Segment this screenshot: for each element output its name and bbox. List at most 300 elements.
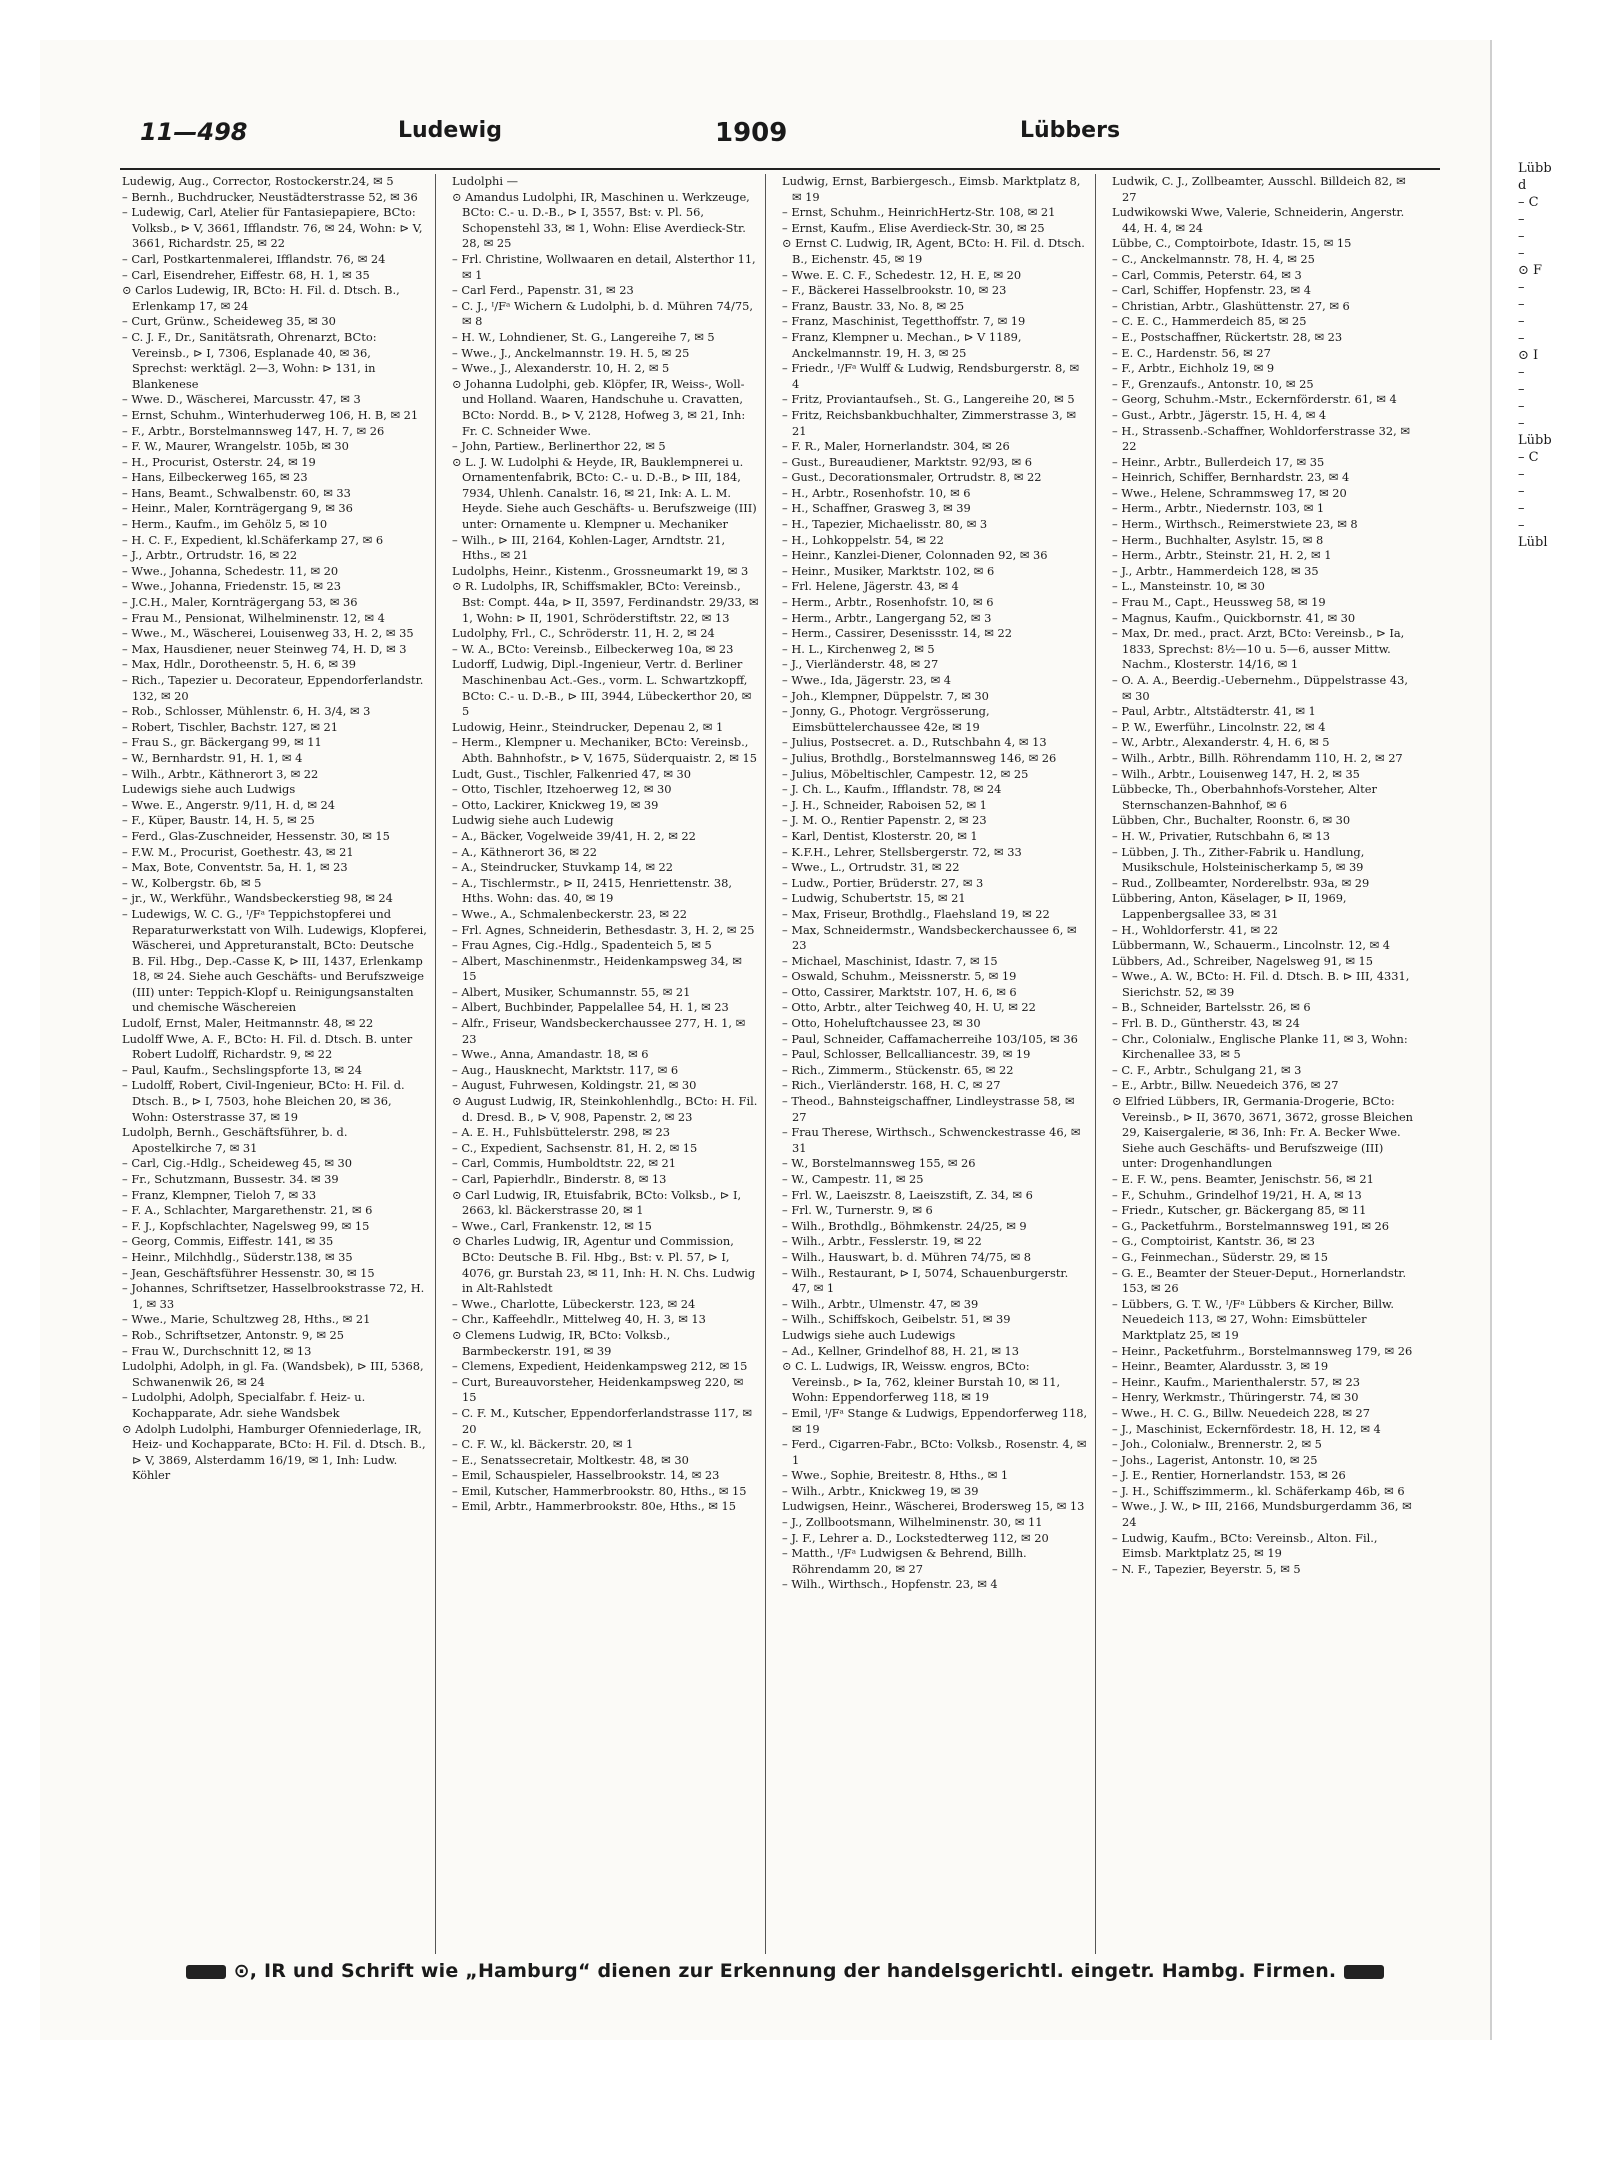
directory-entry: – W., Borstelmannsweg 155, ✉ 26 xyxy=(782,1156,976,1171)
directory-entry: – Carl, Eisendreher, Eiffestr. 68, H. 1, ✉ 35 xyxy=(122,267,370,282)
directory-entry: – Joh., Klempner, Düppelstr. 7, ✉ 30 xyxy=(782,688,989,703)
directory-entry: Ludolphy, Frl., C., Schröderstr. 11, H. 2, ✉ 24 xyxy=(452,626,715,641)
directory-entry: – F., Schuhm., Grindelhof 19/21, H. A, ✉ 13 xyxy=(1112,1187,1362,1202)
directory-entry: – Carl, Postkartenmalerei, Ifflandstr. 76, ✉ 24 xyxy=(122,251,386,266)
adjacent-page-fragment: – xyxy=(1518,416,1525,431)
adjacent-page-fragment: – xyxy=(1518,399,1525,414)
directory-entry: – Max, Dr. med., pract. Arzt, BCto: Vereinsb., ⊳ Ia, 1833, Sprechst: 8½—10 u. 5—6, ausser Mittw. Nachm., Klosterstr. 14/16, ✉ 1 xyxy=(1112,626,1405,672)
directory-entry: – Friedr., Kutscher, gr. Bäckergang 85, ✉ 11 xyxy=(1112,1203,1367,1218)
directory-entry: – Emil, ᴵ/Fᵃ Stange & Ludwigs, Eppendorferweg 118, ✉ 19 xyxy=(782,1405,1088,1436)
directory-entry: Ludwigsen, Heinr., Wäscherei, Brodersweg 15, ✉ 13 xyxy=(782,1499,1085,1514)
directory-entry: – Wwe., J. W., ⊳ III, 2166, Mundsburgerdamm 36, ✉ 24 xyxy=(1112,1499,1412,1530)
directory-entry: – Albert, Maschinenmstr., Heidenkampsweg 34, ✉ 15 xyxy=(452,953,742,984)
directory-entry: – Christian, Arbtr., Glashüttenstr. 27, ✉ 6 xyxy=(1112,298,1350,313)
directory-entry: – Albert, Musiker, Schumannstr. 55, ✉ 21 xyxy=(452,984,691,999)
directory-entry: – H. W., Privatier, Rutschbahn 6, ✉ 13 xyxy=(1112,828,1331,843)
directory-entry: – A., Käthnerort 36, ✉ 22 xyxy=(452,844,598,859)
directory-column-3 xyxy=(778,174,1096,1954)
directory-entry: – Georg, Commis, Eiffestr. 141, ✉ 35 xyxy=(122,1234,334,1249)
first-entry-heading: Ludewig xyxy=(398,118,502,143)
directory-entry: – Herm., Buchhalter, Asylstr. 15, ✉ 8 xyxy=(1112,532,1324,547)
directory-entry: – F., Arbtr., Borstelmannsweg 147, H. 7, ✉ 26 xyxy=(122,423,385,438)
directory-entry: – Wwe., Johanna, Schedestr. 11, ✉ 20 xyxy=(122,563,339,578)
directory-entry: – J. H., Schneider, Raboisen 52, ✉ 1 xyxy=(782,797,987,812)
adjacent-page-fragment: – xyxy=(1518,331,1525,346)
directory-entry: – C. J. F., Dr., Sanitätsrath, Ohrenarzt, BCto: Vereinsb., ⊳ I, 7306, Esplanade 40, ✉ 36, Sprechst: werktägl. 2—3, Wohn: ⊳ 131, in Blankenese xyxy=(122,329,377,391)
directory-entry: – Heinr., Kaufm., Marienthalerstr. 57, ✉ 23 xyxy=(1112,1374,1360,1389)
directory-column-4 xyxy=(1108,174,1426,1954)
directory-entry: – Ludw., Portier, Brüderstr. 27, ✉ 3 xyxy=(782,875,984,890)
directory-entry: – Frau Therese, Wirthsch., Schwenckestrasse 46, ✉ 31 xyxy=(782,1125,1081,1155)
adjacent-page-fragment: ⊙ F xyxy=(1518,263,1543,278)
directory-entry: – Wilh., Arbtr., Knickweg 19, ✉ 39 xyxy=(782,1483,979,1498)
directory-entry: – Otto, Lackirer, Knickweg 19, ✉ 39 xyxy=(452,797,659,812)
adjacent-page-fragment: – xyxy=(1518,467,1525,482)
directory-entry: ⊙ C. L. Ludwigs, IR, Weissw. engros, BCto: Vereinsb., ⊳ Ia, 762, kleiner Burstah 10, ✉ 11, Wohn: Eppendorferweg 118, ✉ 19 xyxy=(782,1359,1061,1405)
directory-entry: ⊙ Carlos Ludewig, IR, BCto: H. Fil. d. Dtsch. B., Erlenkamp 17, ✉ 24 xyxy=(122,283,400,313)
directory-columns xyxy=(118,174,1440,1954)
directory-entry: – Frau S., gr. Bäckergang 99, ✉ 11 xyxy=(122,735,322,750)
directory-entry: ⊙ Charles Ludwig, IR, Agentur und Commission, BCto: Deutsche B. Fil. Hbg., Bst: v. Pl. 57, ⊳ I, 4076, gr. Burstah 23, ✉ 11, Inh: H. N. Chs. Ludwig in Alt-Rahlstedt xyxy=(452,1234,756,1296)
directory-entry: – Rob., Schlosser, Mühlenstr. 6, H. 3/4, ✉ 3 xyxy=(122,704,371,719)
directory-entry: – Max, Schneidermstr., Wandsbeckerchaussee 6, ✉ 23 xyxy=(782,922,1077,953)
directory-entry: – Herm., Kaufm., im Gehölz 5, ✉ 10 xyxy=(122,517,328,532)
directory-entry: – Carl Ferd., Papenstr. 31, ✉ 23 xyxy=(452,283,634,298)
header-rule xyxy=(120,168,1440,170)
directory-entry: – Max, Friseur, Brothdlg., Flaehsland 19, ✉ 22 xyxy=(782,906,1050,921)
directory-entry: – Chr., Kaffeehdlr., Mittelweg 40, H. 3, ✉ 13 xyxy=(452,1312,706,1327)
directory-entry: – Frau M., Capt., Heussweg 58, ✉ 19 xyxy=(1112,595,1326,610)
directory-entry: Ludolphi, Adolph, in gl. Fa. (Wandsbek), ⊳ III, 5368, Schwanenwik 26, ✉ 24 xyxy=(122,1359,424,1389)
directory-column-2 xyxy=(448,174,766,1954)
directory-entry: – A. E. H., Fuhlsbüttelerstr. 298, ✉ 23 xyxy=(452,1125,671,1140)
directory-entry: – Frl. Helene, Jägerstr. 43, ✉ 4 xyxy=(782,579,959,594)
directory-entry: Ludewigs siehe auch Ludwigs xyxy=(122,782,296,797)
directory-entry: – E., Postschaffner, Rückertstr. 28, ✉ 23 xyxy=(1112,329,1343,344)
directory-column-1 xyxy=(118,174,436,1954)
directory-entry: – Wwe., H. C. G., Billw. Neuedeich 228, ✉ 27 xyxy=(1112,1405,1371,1420)
directory-entry: – E., Arbtr., Billw. Neuedeich 376, ✉ 27 xyxy=(1112,1078,1339,1093)
directory-entry: – Otto, Hoheluftchaussee 23, ✉ 30 xyxy=(782,1016,981,1031)
directory-entry: – H., Procurist, Osterstr. 24, ✉ 19 xyxy=(122,454,316,469)
directory-entry: – W., Campestr. 11, ✉ 25 xyxy=(782,1172,924,1186)
directory-entry: – A., Tischlermstr., ⊳ II, 2415, Henriettenstr. 38, Hths. Wohn: das. 40, ✉ 19 xyxy=(452,875,732,906)
directory-entry: Lübbers, Ad., Schreiber, Nagelsweg 91, ✉ 15 xyxy=(1112,953,1374,968)
adjacent-page-fragment: – xyxy=(1518,212,1525,227)
directory-entry: – C. F. W., kl. Bäckerstr. 20, ✉ 1 xyxy=(452,1437,634,1452)
directory-entry: ⊙ Amandus Ludolphi, IR, Maschinen u. Werkzeuge, BCto: C.- u. D.-B., ⊳ I, 3557, Bst: v. Pl. 56, Schopenstehl 33, ✉ 1, Wohn: Elise Averdieck-Str. 28, ✉ 25 xyxy=(452,189,750,251)
directory-entry: – Rich., Tapezier u. Decorateur, Eppendorferlandstr. 132, ✉ 20 xyxy=(122,673,424,703)
directory-entry: – N. F., Tapezier, Beyerstr. 5, ✉ 5 xyxy=(1112,1561,1301,1576)
directory-entry: – H. C. F., Expedient, kl.Schäferkamp 27, ✉ 6 xyxy=(122,532,384,547)
directory-entry: – Herm., Wirthsch., Reimerstwiete 23, ✉ 8 xyxy=(1112,517,1358,532)
directory-entry: – Frl. W., Laeiszstr. 8, Laeiszstift, Z. 34, ✉ 6 xyxy=(782,1187,1033,1202)
directory-entry: ⊙ August Ludwig, IR, Steinkohlenhdlg., BCto: H. Fil. d. Dresd. B., ⊳ V, 908, Papenstr. 2, ✉ 23 xyxy=(452,1094,758,1124)
directory-entry: – C., Anckelmannstr. 78, H. 4, ✉ 25 xyxy=(1112,251,1315,266)
directory-entry: – F. R., Maler, Hornerlandstr. 304, ✉ 26 xyxy=(782,439,1010,454)
page-number: 11—498 xyxy=(140,118,248,146)
directory-entry: – Frau Agnes, Cig.-Hdlg., Spadenteich 5, ✉ 5 xyxy=(452,938,712,953)
directory-entry: – Wilh., Arbtr., Billh. Röhrendamm 110, H. 2, ✉ 27 xyxy=(1112,750,1403,765)
directory-entry: – Friedr., ᴵ/Fᵃ Wulff & Ludwig, Rendsburgerstr. 8, ✉ 4 xyxy=(782,361,1080,391)
directory-entry: – Herm., Klempner u. Mechaniker, BCto: Vereinsb., Abth. Bahnhofstr., ⊳ V, 1675, Süderquaistr. 2, ✉ 15 xyxy=(452,735,757,765)
directory-entry: Ludolphi — xyxy=(452,174,518,188)
directory-entry: – Ernst, Schuhm., Winterhuderweg 106, H. B, ✉ 21 xyxy=(122,407,419,422)
adjacent-page-fragment: Lübb xyxy=(1518,161,1552,176)
adjacent-page-fragment: – xyxy=(1518,382,1525,397)
directory-entry: – F., Grenzaufs., Antonstr. 10, ✉ 25 xyxy=(1112,376,1314,391)
directory-entry: – G., Comptoirist, Kantstr. 36, ✉ 23 xyxy=(1112,1234,1315,1249)
directory-entry: – Heinr., Maler, Kornträgergang 9, ✉ 36 xyxy=(122,501,353,516)
directory-entry: – Rud., Zollbeamter, Norderelbstr. 93a, ✉ 29 xyxy=(1112,875,1370,890)
directory-entry: – Herm., Arbtr., Niedernstr. 103, ✉ 1 xyxy=(1112,501,1325,516)
directory-entry: – Franz, Klempner u. Mechan., ⊳ V 1189, Anckelmannstr. 19, H. 3, ✉ 25 xyxy=(782,329,1022,360)
directory-entry: – H., Strassenb.-Schaffner, Wohldorferstrasse 32, ✉ 22 xyxy=(1112,423,1410,454)
directory-entry: – Heinr., Milchhdlg., Süderstr.138, ✉ 35 xyxy=(122,1249,353,1264)
directory-entry: – Jonny, G., Photogr. Vergrösserung, Eimsbüttelerchaussee 42e, ✉ 19 xyxy=(782,704,990,734)
directory-entry: – Ernst, Kaufm., Elise Averdieck-Str. 30, ✉ 25 xyxy=(782,220,1045,235)
adjacent-page-fragment: ⊙ I xyxy=(1518,348,1539,363)
directory-entry: – Wwe., J., Alexanderstr. 10, H. 2, ✉ 5 xyxy=(452,361,670,376)
directory-entry: – F. J., Kopfschlachter, Nagelsweg 99, ✉ 15 xyxy=(122,1218,370,1233)
directory-entry: – Wilh., ⊳ III, 2164, Kohlen-Lager, Arndtstr. 21, Hths., ✉ 21 xyxy=(452,532,726,563)
directory-entry: – Gust., Bureaudiener, Marktstr. 92/93, ✉ 6 xyxy=(782,454,1032,469)
directory-entry: Lübbe, C., Comptoirbote, Idastr. 15, ✉ 15 xyxy=(1112,236,1352,251)
directory-entry: Ludorff, Ludwig, Dipl.-Ingenieur, Vertr. d. Berliner Maschinenbau Act.-Ges., vorm. L. Schwartzkopff, BCto: C.- u. D.-B., ⊳ III, 3944, Lübeckerthor 20, ✉ 5 xyxy=(452,657,752,719)
adjacent-page-fragment: – xyxy=(1518,314,1525,329)
adjacent-page-fragment: – C xyxy=(1518,195,1539,210)
directory-entry: – E. F. W., pens. Beamter, Jenischstr. 56, ✉ 21 xyxy=(1112,1172,1374,1186)
directory-entry: – H. L., Kirchenweg 2, ✉ 5 xyxy=(782,641,935,656)
directory-entry: – Albert, Buchbinder, Pappelallee 54, H. 1, ✉ 23 xyxy=(452,1000,729,1015)
directory-entry: – G., Packetfuhrm., Borstelmannsweg 191, ✉ 26 xyxy=(1112,1218,1390,1233)
directory-entry: – H., Arbtr., Rosenhofstr. 10, ✉ 6 xyxy=(782,485,971,500)
directory-entry: – J., Arbtr., Ortrudstr. 16, ✉ 22 xyxy=(122,548,298,563)
directory-entry: – Herm., Arbtr., Rosenhofstr. 10, ✉ 6 xyxy=(782,595,994,610)
directory-entry: – Julius, Möbeltischler, Campestr. 12, ✉ 25 xyxy=(782,766,1029,781)
directory-entry: – Otto, Tischler, Itzehoerweg 12, ✉ 30 xyxy=(452,782,672,797)
directory-entry: – Max, Hdlr., Dorotheenstr. 5, H. 6, ✉ 39 xyxy=(122,657,357,672)
page-header xyxy=(140,118,1432,158)
directory-entry: – Max, Bote, Conventstr. 5a, H. 1, ✉ 23 xyxy=(122,860,348,875)
directory-entry: Ludolphs, Heinr., Kistenm., Grossneumarkt 19, ✉ 3 xyxy=(452,563,749,578)
directory-entry: Ludolff Wwe, A. F., BCto: H. Fil. d. Dtsch. B. unter Robert Ludolff, Richardstr. 9, ✉ 22 xyxy=(122,1031,413,1062)
directory-entry: – Frl. Christine, Wollwaaren en detail, Alsterthor 11, ✉ 1 xyxy=(452,251,756,282)
pointing-hand-right-icon xyxy=(1344,1965,1384,1979)
directory-entry: – Wwe. E., Angerstr. 9/11, H. d, ✉ 24 xyxy=(122,797,336,812)
directory-entry: – Heinr., Arbtr., Bullerdeich 17, ✉ 35 xyxy=(1112,454,1325,469)
directory-entry: – J., Vierländerstr. 48, ✉ 27 xyxy=(782,657,939,672)
adjacent-page-fragment: – C xyxy=(1518,450,1539,465)
directory-entry: – Lübben, J. Th., Zither-Fabrik u. Handlung, Musikschule, Holsteinischerkamp 5, ✉ 39 xyxy=(1112,844,1365,875)
directory-entry: – Wwe., A. W., BCto: H. Fil. d. Dtsch. B. ⊳ III, 4331, Sierichstr. 52, ✉ 39 xyxy=(1112,969,1410,999)
directory-entry: – Herm., Arbtr., Langergang 52, ✉ 3 xyxy=(782,610,992,625)
adjacent-page-fragment: – xyxy=(1518,297,1525,312)
directory-entry: – Ludwig, Kaufm., BCto: Vereinsb., Alton. Fil., Eimsb. Marktplatz 25, ✉ 19 xyxy=(1112,1530,1378,1561)
directory-entry: – J. F., Lehrer a. D., Lockstedterweg 112, ✉ 20 xyxy=(782,1530,1049,1545)
directory-entry: – H., Wohldorferstr. 41, ✉ 22 xyxy=(1112,922,1279,937)
directory-entry: – Ernst, Schuhm., HeinrichHertz-Str. 108, ✉ 21 xyxy=(782,205,1056,220)
directory-entry: – Wwe., Carl, Frankenstr. 12, ✉ 15 xyxy=(452,1218,652,1233)
directory-entry: – Georg, Schuhm.-Mstr., Eckernförderstr. 61, ✉ 4 xyxy=(1112,392,1397,407)
directory-entry: ⊙ Ernst C. Ludwig, IR, Agent, BCto: H. Fil. d. Dtsch. B., Eichenstr. 45, ✉ 19 xyxy=(782,236,1085,266)
directory-entry: – Alfr., Friseur, Wandsbeckerchaussee 277, H. 1, ✉ 23 xyxy=(452,1016,746,1046)
directory-entry: – Herm., Arbtr., Steinstr. 21, H. 2, ✉ 1 xyxy=(1112,548,1332,563)
directory-entry: – W., Kolbergstr. 6b, ✉ 5 xyxy=(122,875,262,890)
directory-entry: – G., Feinmechan., Süderstr. 29, ✉ 15 xyxy=(1112,1249,1328,1264)
directory-entry: – Wwe., Helene, Schrammsweg 17, ✉ 20 xyxy=(1112,485,1347,500)
directory-entry: – J.C.H., Maler, Kornträgergang 53, ✉ 36 xyxy=(122,595,358,610)
directory-entry: – Fr., Schutzmann, Bussestr. 34. ✉ 39 xyxy=(122,1172,339,1186)
directory-entry: – A., Steindrucker, Stuvkamp 14, ✉ 22 xyxy=(452,860,673,875)
adjacent-page-fragment: – xyxy=(1518,229,1525,244)
directory-entry: – Theod., Bahnsteigschaffner, Lindleystrasse 58, ✉ 27 xyxy=(782,1094,1075,1124)
directory-entry: – Wwe., A., Schmalenbeckerstr. 23, ✉ 22 xyxy=(452,906,688,921)
directory-entry: – F.W. M., Procurist, Goethestr. 43, ✉ 21 xyxy=(122,844,354,859)
directory-entry: – Michael, Maschinist, Idastr. 7, ✉ 15 xyxy=(782,953,998,968)
directory-entry: – Carl, Cig.-Hdlg., Scheideweg 45, ✉ 30 xyxy=(122,1156,353,1171)
adjacent-page-fragment: – xyxy=(1518,365,1525,380)
directory-entry: – Rich., Vierländerstr. 168, H. C, ✉ 27 xyxy=(782,1078,1001,1093)
directory-entry: Ludwigs siehe auch Ludewigs xyxy=(782,1327,956,1342)
directory-entry: – Gust., Decorationsmaler, Ortrudstr. 8, ✉ 22 xyxy=(782,470,1042,485)
directory-entry: – Gust., Arbtr., Jägerstr. 15, H. 4, ✉ 4 xyxy=(1112,407,1327,422)
directory-entry: – Wwe., Sophie, Breitestr. 8, Hths., ✉ 1 xyxy=(782,1468,1009,1483)
directory-entry: – F., Bäckerei Hasselbrookstr. 10, ✉ 23 xyxy=(782,283,1007,298)
directory-entry: – Wilh., Brothdlg., Böhmkenstr. 24/25, ✉ 9 xyxy=(782,1218,1027,1233)
directory-entry: – Clemens, Expedient, Heidenkampsweg 212, ✉ 15 xyxy=(452,1359,748,1374)
directory-entry: – O. A. A., Beerdig.-Uebernehm., Düppelstrasse 43, ✉ 30 xyxy=(1112,673,1408,703)
directory-entry: ⊙ Elfried Lübbers, IR, Germania-Drogerie, BCto: Vereinsb., ⊳ II, 3670, 3671, 3672, grosse Bleichen 29, Kaisergalerie, ✉ 36, Inh: Fr. A. Becker Wwe. Siehe auch Geschäfts- und Berufszweige (III) unter: Drogenhandlungen xyxy=(1112,1094,1414,1171)
directory-entry: – F., Küper, Baustr. 14, H. 5, ✉ 25 xyxy=(122,813,315,828)
directory-entry: – Wilh., Arbtr., Ulmenstr. 47, ✉ 39 xyxy=(782,1296,979,1311)
directory-entry: – J., Zollbootsmann, Wilhelminenstr. 30, ✉ 11 xyxy=(782,1515,1043,1530)
adjacent-page-fragment: – xyxy=(1518,246,1525,261)
directory-entry: – Wilh., Arbtr., Fesslerstr. 19, ✉ 22 xyxy=(782,1234,982,1249)
directory-entry: – Fritz, Reichsbankbuchhalter, Zimmerstrasse 3, ✉ 21 xyxy=(782,407,1076,438)
directory-entry: – H., Tapezier, Michaelisstr. 80, ✉ 3 xyxy=(782,517,988,532)
directory-entry: – Max, Hausdiener, neuer Steinweg 74, H. D, ✉ 3 xyxy=(122,641,407,656)
directory-entry: – Chr., Colonialw., Englische Planke 11, ✉ 3, Wohn: Kirchenallee 33, ✉ 5 xyxy=(1112,1031,1408,1062)
directory-entry: Ludt, Gust., Tischler, Falkenried 47, ✉ 30 xyxy=(452,766,692,781)
directory-entry: – August, Fuhrwesen, Koldingstr. 21, ✉ 30 xyxy=(452,1078,697,1093)
directory-entry: – C. F., Arbtr., Schulgang 21, ✉ 3 xyxy=(1112,1062,1302,1077)
directory-entry: – Matth., ᴵ/Fᵃ Ludwigsen & Behrend, Billh. Röhrendamm 20, ✉ 27 xyxy=(782,1546,1027,1576)
directory-entry: – H., Lohkoppelstr. 54, ✉ 22 xyxy=(782,532,944,547)
directory-entry: – Magnus, Kaufm., Quickbornstr. 41, ✉ 30 xyxy=(1112,610,1356,625)
directory-entry: – H. W., Lohndiener, St. G., Langereihe 7, ✉ 5 xyxy=(452,329,715,344)
directory-entry: – J. E., Rentier, Hornerlandstr. 153, ✉ 26 xyxy=(1112,1468,1346,1483)
directory-entry: – Ludewig, Carl, Atelier für Fantasiepapiere, BCto: Volksb., ⊳ V, 3661, Ifflandstr. 76, ✉ 24, Wohn: ⊳ V, 3661, Richardstr. 25, ✉ 22 xyxy=(122,205,423,251)
adjacent-page-strip xyxy=(1518,160,1600,1720)
adjacent-page-fragment: d xyxy=(1518,178,1527,193)
directory-entry: Lübbermann, W., Schauerm., Lincolnstr. 12, ✉ 4 xyxy=(1112,938,1391,953)
directory-entry: ⊙ L. J. W. Ludolphi & Heyde, IR, Bauklempnerei u. Ornamentenfabrik, BCto: C.- u. D.-B., ⊳ III, 184, 7934, Uhlenh. Canalstr. 16, ✉ 21, Ink: A. L. M. Heyde. Siehe auch Geschäfts- u. Berufszweige (III) unter: Ornamente u. Klempner u. Mechaniker xyxy=(452,454,757,532)
directory-entry: – C. J., ᴵ/Fᵃ Wichern & Ludolphi, b. d. Mühren 74/75, ✉ 8 xyxy=(452,298,753,329)
directory-entry: – Curt, Bureauvorsteher, Heidenkampsweg 220, ✉ 15 xyxy=(452,1374,744,1405)
directory-entry: – Robert, Tischler, Bachstr. 127, ✉ 21 xyxy=(122,719,339,734)
directory-entry: – Fritz, Proviantaufseh., St. G., Langereihe 20, ✉ 5 xyxy=(782,392,1075,407)
directory-entry: – John, Partiew., Berlinerthor 22, ✉ 5 xyxy=(452,439,666,454)
directory-entry: – Aug., Hausknecht, Marktstr. 117, ✉ 6 xyxy=(452,1062,679,1077)
directory-entry: – Wwe., Johanna, Friedenstr. 15, ✉ 23 xyxy=(122,579,341,594)
directory-entry: – J. M. O., Rentier Papenstr. 2, ✉ 23 xyxy=(782,813,987,828)
adjacent-page-fragment: – xyxy=(1518,501,1525,516)
adjacent-page-fragment: – xyxy=(1518,484,1525,499)
directory-entry: Ludowig, Heinr., Steindrucker, Depenau 2, ✉ 1 xyxy=(452,719,724,734)
directory-entry: – Oswald, Schuhm., Meissnerstr. 5, ✉ 19 xyxy=(782,969,1017,984)
directory-entry: – B., Schneider, Bartelsstr. 26, ✉ 6 xyxy=(1112,1000,1311,1015)
directory-entry: – Paul, Arbtr., Altstädterstr. 41, ✉ 1 xyxy=(1112,704,1316,719)
directory-entry: – P. W., Ewerführ., Lincolnstr. 22, ✉ 4 xyxy=(1112,719,1326,734)
directory-entry: – C., Expedient, Sachsenstr. 81, H. 2, ✉ 15 xyxy=(452,1140,698,1155)
directory-entry: Lübben, Chr., Buchalter, Roonstr. 6, ✉ 30 xyxy=(1112,813,1351,828)
directory-entry: – Ludwig, Schubertstr. 15, ✉ 21 xyxy=(782,891,966,906)
directory-entry: – Emil, Schauspieler, Hasselbrookstr. 14, ✉ 23 xyxy=(452,1468,720,1483)
directory-entry: – Wilh., Wirthsch., Hopfenstr. 23, ✉ 4 xyxy=(782,1577,998,1592)
directory-entry: – Carl, Papierhdlr., Binderstr. 8, ✉ 13 xyxy=(452,1172,667,1186)
directory-entry: – Rob., Schriftsetzer, Antonstr. 9, ✉ 25 xyxy=(122,1327,344,1342)
directory-entry: – J. H., Schiffszimmerm., kl. Schäferkamp 46b, ✉ 6 xyxy=(1112,1483,1405,1498)
directory-entry: – L., Mansteinstr. 10, ✉ 30 xyxy=(1112,579,1265,594)
directory-entry: – Curt, Grünw., Scheideweg 35, ✉ 30 xyxy=(122,314,336,329)
directory-entry: – Johannes, Schriftsetzer, Hasselbrookstrasse 72, H. 1, ✉ 33 xyxy=(122,1281,425,1311)
directory-entry: – A., Bäcker, Vogelweide 39/41, H. 2, ✉ 22 xyxy=(452,828,696,843)
directory-entry: – Wwe., Anna, Amandastr. 18, ✉ 6 xyxy=(452,1047,649,1062)
directory-entry: – Emil, Kutscher, Hammerbrookstr. 80, Hths., ✉ 15 xyxy=(452,1483,747,1498)
directory-entry: – Wilh., Hauswart, b. d. Mühren 74/75, ✉ 8 xyxy=(782,1249,1032,1264)
directory-entry: – Wwe., Ida, Jägerstr. 23, ✉ 4 xyxy=(782,673,952,687)
directory-entry: – Franz, Klempner, Tieloh 7, ✉ 33 xyxy=(122,1187,317,1202)
directory-entry: – Joh., Colonialw., Brennerstr. 2, ✉ 5 xyxy=(1112,1437,1322,1452)
directory-entry: – Lübbers, G. T. W., ᴵ/Fᵃ Lübbers & Kircher, Billw. Neuedeich 113, ✉ 27, Wohn: Eimsbütteler Marktplatz 25, ✉ 19 xyxy=(1112,1296,1395,1342)
directory-entry: Ludwig, Ernst, Barbiergesch., Eimsb. Marktplatz 8, ✉ 19 xyxy=(782,174,1081,204)
directory-entry: Lübbecke, Th., Oberbahnhofs-Vorsteher, Alter Sternschanzen-Bahnhof, ✉ 6 xyxy=(1112,782,1377,812)
directory-entry: ⊙ Adolph Ludolphi, Hamburger Ofenniederlage, IR, Heiz- und Kochapparate, BCto: H. Fil. d. Dtsch. B., ⊳ V, 3869, Alsterdamm 16/19, ✉ 1, Inh: Ludw. Köhler xyxy=(122,1421,426,1483)
directory-entry: – Carl, Commis, Peterstr. 64, ✉ 3 xyxy=(1112,267,1302,282)
directory-entry: – Henry, Werkmstr., Thüringerstr. 74, ✉ 30 xyxy=(1112,1390,1359,1405)
directory-entry: Ludolf, Ernst, Maler, Heitmannstr. 48, ✉ 22 xyxy=(122,1016,374,1031)
directory-entry: – F. W., Maurer, Wrangelstr. 105b, ✉ 30 xyxy=(122,439,349,454)
directory-entry: – Heinr., Kanzlei-Diener, Colonnaden 92, ✉ 36 xyxy=(782,548,1048,563)
directory-entry: – Heinr., Musiker, Marktstr. 102, ✉ 6 xyxy=(782,563,995,578)
directory-entry: – Herm., Cassirer, Desenissstr. 14, ✉ 22 xyxy=(782,626,1012,641)
directory-entry: – W., Arbtr., Alexanderstr. 4, H. 6, ✉ 5 xyxy=(1112,735,1330,750)
directory-entry: – H., Schaffner, Grasweg 3, ✉ 39 xyxy=(782,501,971,516)
directory-entry: Ludewig, Aug., Corrector, Rostockerstr.24, ✉ 5 xyxy=(122,174,394,188)
directory-entry: – E., Senatssecretair, Moltkestr. 48, ✉ 30 xyxy=(452,1452,689,1467)
directory-entry: – Wwe., L., Ortrudstr. 31, ✉ 22 xyxy=(782,860,960,875)
directory-entry: – Johs., Lagerist, Antonstr. 10, ✉ 25 xyxy=(1112,1452,1318,1467)
directory-entry: – Emil, Arbtr., Hammerbrookstr. 80e, Hths., ✉ 15 xyxy=(452,1499,736,1514)
directory-entry: – W. A., BCto: Vereinsb., Eilbeckerweg 10a, ✉ 23 xyxy=(452,641,734,656)
directory-entry: – Wwe. D., Wäscherei, Marcusstr. 47, ✉ 3 xyxy=(122,392,361,407)
directory-entry: – Paul, Schlosser, Bellcalliancestr. 39, ✉ 19 xyxy=(782,1047,1031,1062)
adjacent-page-fragment: – xyxy=(1518,280,1525,295)
directory-entry: Ludwikowski Wwe, Valerie, Schneiderin, Angerstr. 44, H. 4, ✉ 24 xyxy=(1112,205,1405,235)
directory-entry: Ludwik, C. J., Zollbeamter, Ausschl. Billdeich 82, ✉ 27 xyxy=(1112,174,1406,204)
directory-entry: – Ludewigs, W. C. G., ᴵ/Fᵃ Teppichstopferei und Reparaturwerkstatt von Wilh. Ludewigs, Klopferei, Wäscherei, und Appreturanstalt, BCto: Deutsche B. Fil. Hbg., Dep.-Casse K, ⊳ III, 1437, Erlenkamp 18, ✉ 24. Siehe auch Geschäfts- und Berufszweige (III) unter: Teppich-Klopf u. Reinigungsanstalten und chemische Wäschereien xyxy=(122,906,427,1015)
directory-entry: – C. F. M., Kutscher, Eppendorferlandstrasse 117, ✉ 20 xyxy=(452,1405,752,1436)
directory-entry: – Ferd., Glas-Zuschneider, Hessenstr. 30, ✉ 15 xyxy=(122,828,390,843)
directory-entry: – W., Bernhardstr. 91, H. 1, ✉ 4 xyxy=(122,750,303,765)
directory-entry: – Heinrich, Schiffer, Bernhardstr. 23, ✉ 4 xyxy=(1112,470,1350,485)
directory-entry: – Wwe., Marie, Schultzweg 28, Hths., ✉ 21 xyxy=(122,1312,371,1327)
directory-entry: – Wilh., Restaurant, ⊳ I, 5074, Schauenburgerstr. 47, ✉ 1 xyxy=(782,1265,1069,1296)
adjacent-page-fragment: Lübl xyxy=(1518,535,1548,550)
directory-entry: – Julius, Postsecret. a. D., Rutschbahn 4, ✉ 13 xyxy=(782,735,1047,750)
directory-entry: – Bernh., Buchdrucker, Neustädterstrasse 52, ✉ 36 xyxy=(122,189,418,204)
directory-entry: – Heinr., Packetfuhrm., Borstelmannsweg 179, ✉ 26 xyxy=(1112,1343,1413,1358)
directory-entry: – J. Ch. L., Kaufm., Ifflandstr. 78, ✉ 24 xyxy=(782,782,1002,797)
adjacent-page-fragment: – xyxy=(1518,518,1525,533)
page-footer xyxy=(130,1960,1440,1988)
directory-entry: – Paul, Schneider, Caffamacherreihe 103/105, ✉ 36 xyxy=(782,1031,1078,1046)
directory-year: 1909 xyxy=(715,118,788,148)
directory-entry: Lübbering, Anton, Käselager, ⊳ II, 1969, Lappenbergsallee 33, ✉ 31 xyxy=(1112,891,1347,921)
directory-entry: Ludolph, Bernh., Geschäftsführer, b. d. Apostelkirche 7, ✉ 31 xyxy=(122,1125,348,1155)
directory-entry: – Jean, Geschäftsführer Hessenstr. 30, ✉ 15 xyxy=(122,1265,375,1280)
directory-entry: – Franz, Maschinist, Tegetthoffstr. 7, ✉ 19 xyxy=(782,314,1026,329)
directory-entry: – Karl, Dentist, Klosterstr. 20, ✉ 1 xyxy=(782,828,978,843)
footer-note: ⊙, IR und Schrift wie „Hamburg“ dienen zur Erkennung der handelsgerichtl. eingetr. Hambg. Firmen. xyxy=(233,1960,1337,1982)
directory-entry: – Ad., Kellner, Grindelhof 88, H. 21, ✉ 13 xyxy=(782,1343,1019,1358)
directory-entry: – F., Arbtr., Eichholz 19, ✉ 9 xyxy=(1112,361,1275,376)
directory-entry: – Ferd., Cigarren-Fabr., BCto: Volksb., Rosenstr. 4, ✉ 1 xyxy=(782,1437,1087,1467)
directory-entry: – F. A., Schlachter, Margarethenstr. 21, ✉ 6 xyxy=(122,1203,373,1218)
directory-entry: – Hans, Beamt., Schwalbenstr. 60, ✉ 33 xyxy=(122,485,351,500)
pointing-hand-left-icon xyxy=(186,1965,226,1979)
directory-entry: – Ludolphi, Adolph, Specialfabr. f. Heiz- u. Kochapparate, Adr. siehe Wandsbek xyxy=(122,1390,366,1420)
directory-entry: – Hans, Eilbeckerweg 165, ✉ 23 xyxy=(122,470,308,485)
directory-entry: – Frau M., Pensionat, Wilhelminenstr. 12, ✉ 4 xyxy=(122,610,385,625)
directory-entry: – E. C., Hardenstr. 56, ✉ 27 xyxy=(1112,345,1271,360)
directory-entry: Ludwig siehe auch Ludewig xyxy=(452,813,614,828)
directory-entry: – Frl. B. D., Güntherstr. 43, ✉ 24 xyxy=(1112,1016,1300,1031)
directory-entry: – Frl. W., Turnerstr. 9, ✉ 6 xyxy=(782,1203,933,1218)
directory-entry: – Carl, Schiffer, Hopfenstr. 23, ✉ 4 xyxy=(1112,283,1311,298)
directory-entry: – Rich., Zimmerm., Stückenstr. 65, ✉ 22 xyxy=(782,1062,1014,1077)
directory-entry: – J., Arbtr., Hammerdeich 128, ✉ 35 xyxy=(1112,563,1319,578)
directory-entry: ⊙ Carl Ludwig, IR, Etuisfabrik, BCto: Volksb., ⊳ I, 2663, kl. Bäckerstrasse 20, ✉ 1 xyxy=(452,1187,742,1218)
directory-entry: – Wwe., Charlotte, Lübeckerstr. 123, ✉ 24 xyxy=(452,1296,696,1311)
adjacent-page-fragment: Lübb xyxy=(1518,433,1552,448)
directory-entry: – Franz, Baustr. 33, No. 8, ✉ 25 xyxy=(782,298,965,313)
directory-entry: – K.F.H., Lehrer, Stellsbergerstr. 72, ✉ 33 xyxy=(782,844,1022,859)
directory-entry: – Otto, Arbtr., alter Teichweg 40, H. U, ✉ 22 xyxy=(782,1000,1036,1015)
directory-entry: – Wwe., M., Wäscherei, Louisenweg 33, H. 2, ✉ 35 xyxy=(122,626,414,641)
directory-entry: – Frau W., Durchschnitt 12, ✉ 13 xyxy=(122,1343,312,1358)
directory-entry: – G. E., Beamter der Steuer-Deput., Hornerlandstr. 153, ✉ 26 xyxy=(1112,1265,1407,1296)
last-entry-heading: Lübbers xyxy=(1020,118,1121,143)
directory-entry: ⊙ R. Ludolphs, IR, Schiffsmakler, BCto: Vereinsb., Bst: Compt. 44a, ⊳ II, 3597, Ferdinandstr. 29/33, ✉ 1, Wohn: ⊳ II, 1901, Schröderstiftstr. 22, ✉ 13 xyxy=(452,579,759,625)
directory-entry: ⊙ Johanna Ludolphi, geb. Klöpfer, IR, Weiss-, Woll- und Holland. Waaren, Handschuhe u. Cravatten, BCto: Nordd. B., ⊳ V, 2128, Hofweg 3, ✉ 21, Inh: Fr. C. Schneider Wwe. xyxy=(452,376,746,438)
directory-entry: – Paul, Kaufm., Sechslingspforte 13, ✉ 24 xyxy=(122,1062,363,1077)
directory-entry: ⊙ Clemens Ludwig, IR, BCto: Volksb., Barmbeckerstr. 191, ✉ 39 xyxy=(452,1327,671,1358)
directory-entry: – Wilh., Schiffskoch, Geibelstr. 51, ✉ 39 xyxy=(782,1312,1011,1327)
directory-entry: – Heinr., Beamter, Alardusstr. 3, ✉ 19 xyxy=(1112,1359,1329,1374)
directory-entry: – Wilh., Arbtr., Käthnerort 3, ✉ 22 xyxy=(122,766,319,781)
directory-entry: – J., Maschinist, Eckernfördestr. 18, H. 12, ✉ 4 xyxy=(1112,1421,1381,1436)
directory-entry: – Otto, Cassirer, Marktstr. 107, H. 6, ✉ 6 xyxy=(782,984,1017,999)
directory-entry: – Wwe., J., Anckelmannstr. 19. H. 5, ✉ 25 xyxy=(452,345,690,360)
directory-entry: – Wwe. E. C. F., Schedestr. 12, H. E, ✉ 20 xyxy=(782,267,1022,282)
directory-entry: – C. E. C., Hammerdeich 85, ✉ 25 xyxy=(1112,314,1307,329)
directory-entry: – Ludolff, Robert, Civil-Ingenieur, BCto: H. Fil. d. Dtsch. B., ⊳ I, 7503, hohe Bleichen 20, ✉ 36, Wohn: Osterstrasse 37, ✉ 19 xyxy=(122,1078,405,1124)
directory-entry: – Frl. Agnes, Schneiderin, Bethesdastr. 3, H. 2, ✉ 25 xyxy=(452,922,755,937)
directory-entry: – Wilh., Arbtr., Louisenweg 147, H. 2, ✉ 35 xyxy=(1112,766,1360,781)
directory-entry: – Carl, Commis, Humboldtstr. 22, ✉ 21 xyxy=(452,1156,677,1171)
